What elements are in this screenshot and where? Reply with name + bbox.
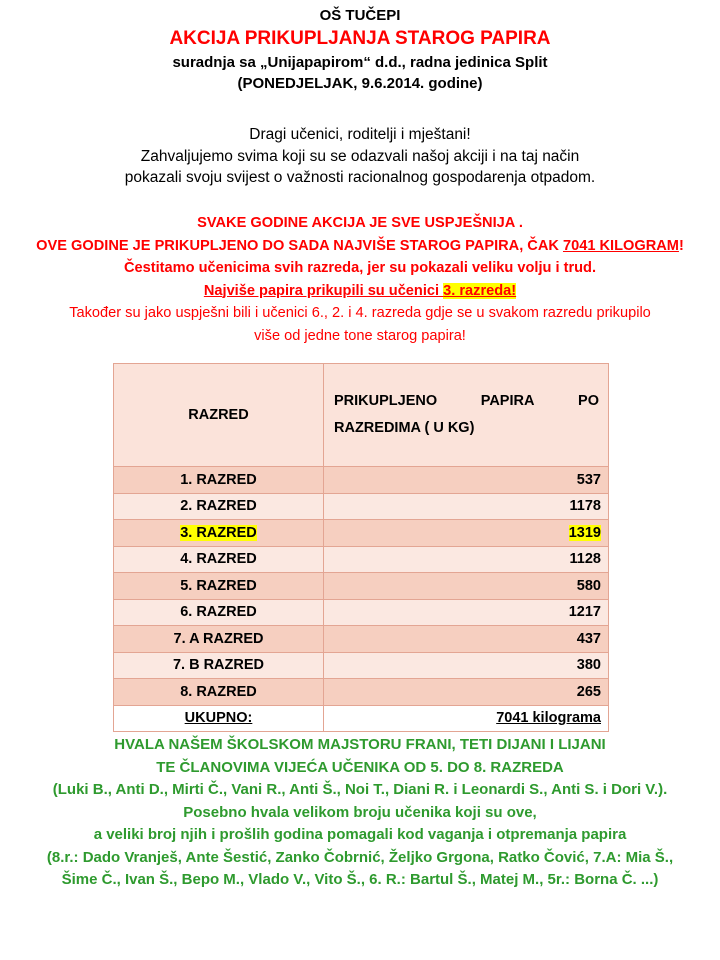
class-cell: 7. B RAZRED xyxy=(114,652,324,679)
kg-cell: 580 xyxy=(324,573,609,600)
kg-cell: 1178 xyxy=(324,493,609,520)
collaboration-line: suradnja sa „Unijapapirom“ d.d., radna jedinica Split xyxy=(172,54,548,71)
mentions-line: više od jedne tone starog papira! xyxy=(254,327,466,344)
header-class: RAZRED xyxy=(114,364,324,467)
thanks-line: a veliki broj njih i prošlih godina pomagali kod vaganja i otpremanja papira xyxy=(93,826,627,843)
table-row xyxy=(114,573,609,600)
table-row xyxy=(114,626,609,653)
table-row xyxy=(114,467,609,494)
thanks-line: (8.r.: Dado Vranješ, Ante Šestić, Zanko Čobrnić, Željko Grgona, Ratko Čović, 7.A: Mia Š., xyxy=(46,848,674,866)
announcement-line: SVAKE GODINE AKCIJA JE SVE USPJEŠNIJA . xyxy=(197,215,523,231)
record-total: 7041 KILOGRAM xyxy=(562,237,679,254)
class-cell: 1. RAZRED xyxy=(114,467,324,494)
thanks-line: (Luki B., Anti D., Mirti Č., Vani R., Anti Š., Noi T., Diani R. i Leonardi S., Anti S. i Dori V.). xyxy=(52,781,668,798)
total-value-cell xyxy=(324,705,609,732)
winner-kg-value: 1319 xyxy=(568,524,601,541)
thanks-line: Šime Č., Ivan Š., Bepo M., Vlado V., Vito Š., 6. R.: Bartul Š., Matej M., 5r.: Borna Č. ...) xyxy=(61,871,659,888)
notice-header xyxy=(0,6,720,94)
kg-cell: 1217 xyxy=(324,599,609,626)
paper-collection-table xyxy=(113,363,609,732)
table-row xyxy=(114,599,609,626)
table-total-row xyxy=(114,705,609,732)
class-cell: 8. RAZRED xyxy=(114,679,324,706)
table-row-winner xyxy=(114,520,609,547)
class-cell: 5. RAZRED xyxy=(114,573,324,600)
notice-title: AKCIJA PRIKUPLJANJA STAROG PAPIRA xyxy=(169,28,551,49)
class-cell: 2. RAZRED xyxy=(114,493,324,520)
record-exclamation: ! xyxy=(678,237,684,254)
table-row xyxy=(114,652,609,679)
header-word: PO xyxy=(578,393,599,409)
mentions-line: Također su jako uspješni bili i učenici 6., 2. i 4. razreda gdje se u svakom razredu prikupilo xyxy=(69,305,651,321)
winner-line xyxy=(0,280,720,303)
kg-cell xyxy=(324,520,609,547)
thanks-line: Posebno hvala velikom broju učenika koji su ove, xyxy=(183,803,537,821)
total-label-cell xyxy=(114,705,324,732)
greeting-line: pokazali svoju svijest o važnosti racionalnog gospodarenja otpadom. xyxy=(124,169,596,186)
greeting-line: Dragi učenici, roditelji i mještani! xyxy=(249,126,471,143)
kg-cell: 1128 xyxy=(324,546,609,573)
school-name: OŠ TUČEPI xyxy=(319,7,401,24)
winner-class: 3. razreda! xyxy=(443,282,517,299)
header-collected xyxy=(324,364,609,467)
thanks-paragraph xyxy=(0,734,720,892)
kg-cell: 380 xyxy=(324,652,609,679)
winner-text: Najviše papira prikupili su učenici xyxy=(203,282,444,299)
event-date: (PONEDJELJAK, 9.6.2014. godine) xyxy=(237,75,483,92)
record-line xyxy=(0,235,720,258)
congrats-line: Čestitamo učenicima svih razreda, jer su pokazali veliku volju i trud. xyxy=(123,260,597,276)
table-row xyxy=(114,546,609,573)
thanks-line: HVALA NAŠEM ŠKOLSKOM MAJSTORU FRANI, TETI DIJANI I LIJANI xyxy=(114,736,606,753)
table-row xyxy=(114,493,609,520)
header-line2: RAZREDIMA ( U KG) xyxy=(334,420,475,436)
kg-cell: 265 xyxy=(324,679,609,706)
table-row xyxy=(114,679,609,706)
class-cell: 7. A RAZRED xyxy=(114,626,324,653)
winner-class-label: 3. RAZRED xyxy=(180,524,257,541)
header-word: PRIKUPLJENO xyxy=(334,393,438,409)
table-header-row xyxy=(114,364,609,467)
class-cell: 4. RAZRED xyxy=(114,546,324,573)
class-cell xyxy=(114,520,324,547)
kg-cell: 537 xyxy=(324,467,609,494)
header-word: PAPIRA xyxy=(480,393,535,409)
greeting-line: Zahvaljujemo svima koji su se odazvali našoj akciji i na taj način xyxy=(140,147,580,165)
thanks-line: TE ČLANOVIMA VIJEĆA UČENIKA OD 5. DO 8. RAZREDA xyxy=(156,758,564,776)
announcement-paragraph xyxy=(0,212,720,347)
class-cell: 6. RAZRED xyxy=(114,599,324,626)
kg-cell: 437 xyxy=(324,626,609,653)
greeting-paragraph xyxy=(0,124,720,189)
total-label: UKUPNO: xyxy=(184,710,253,727)
total-value: 7041 kilograma xyxy=(496,710,601,727)
record-text: OVE GODINE JE PRIKUPLJENO DO SADA NAJVIŠE STAROG PAPIRA, ČAK xyxy=(36,237,563,254)
